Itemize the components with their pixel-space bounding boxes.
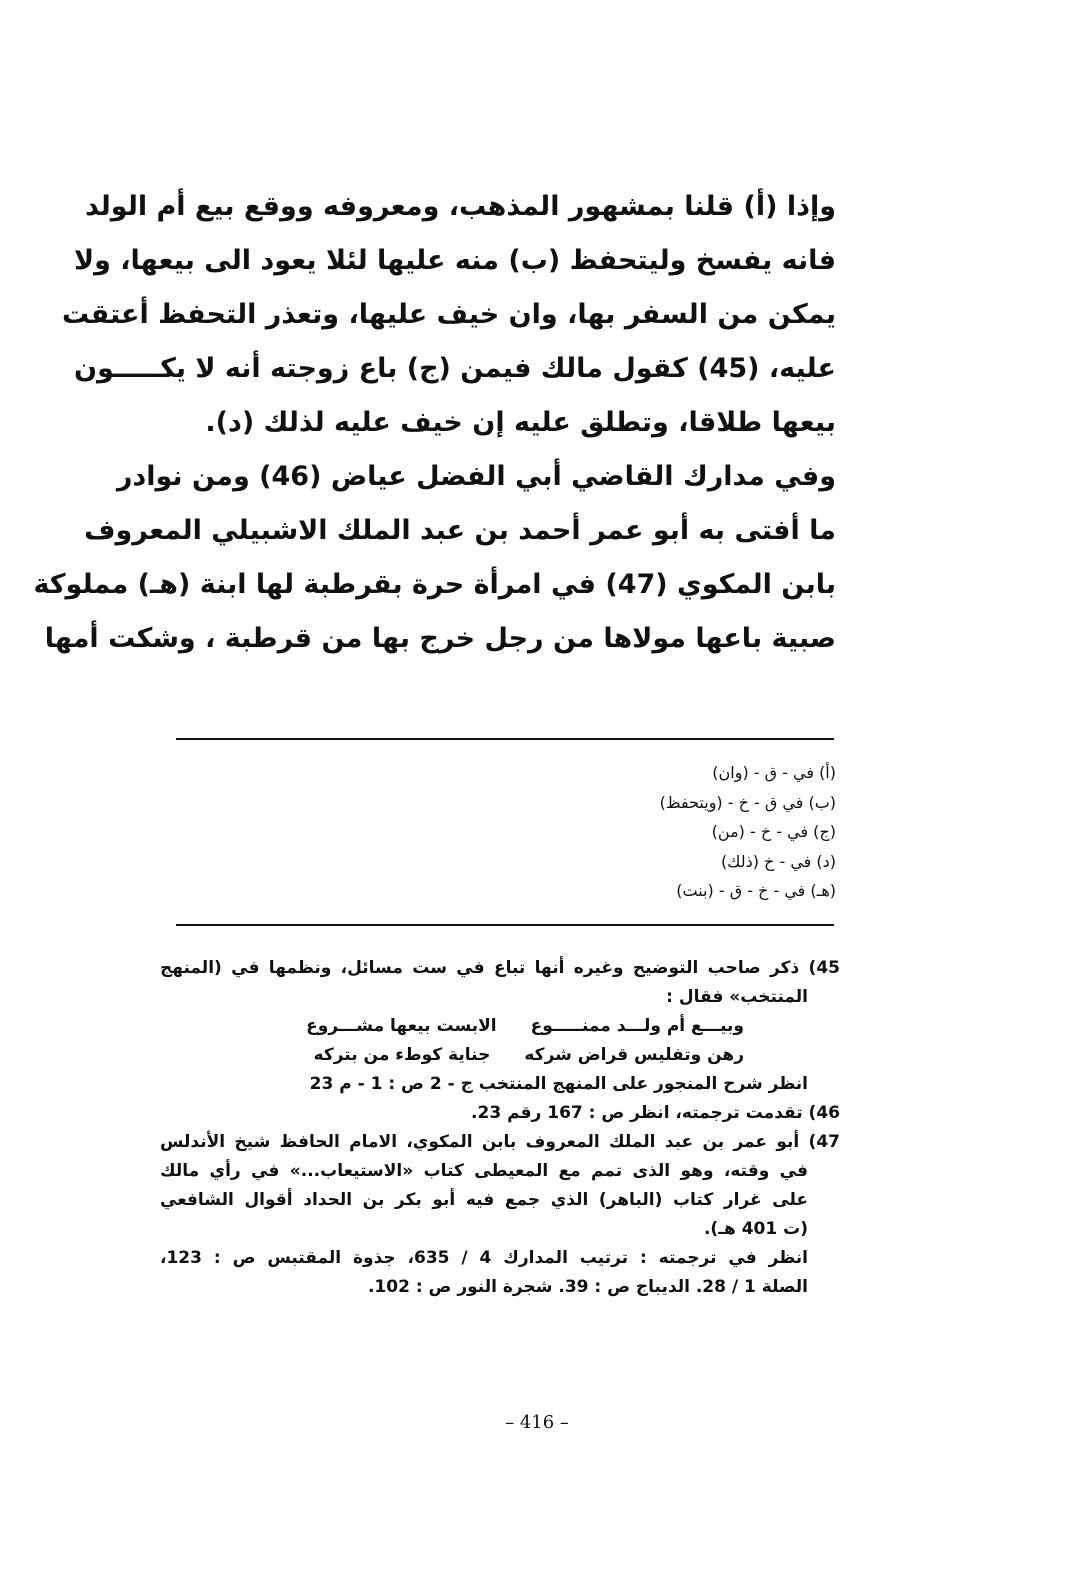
footnote-line: (ت 401 هـ). [703, 1219, 808, 1239]
footnote-47 [160, 1128, 840, 1302]
hemistich: الابست بيعها مشـــروع [306, 1016, 497, 1036]
variant-reading: (هـ) في - خ - ق - (بنت) [676, 881, 836, 900]
main-line: فانه يفسخ وليتحفظ (ب) منه عليها لئلا يعود الى بيعها، ولا [73, 245, 836, 276]
footnote-line: 46) تقدمت ترجمته، انظر ص : 167 رقم 23. [471, 1103, 840, 1123]
footnote-line: المنتخب» فقال : [666, 987, 808, 1007]
footnote-line: في وقته، وهو الذى تمم مع المعيطى كتاب «الاستيعاب...» في رأي مالك [160, 1161, 808, 1181]
footnote-line: الصلة 1 / 28. الديباج ص : 39. شجرة النور ص : 102. [367, 1277, 808, 1297]
main-line: وفي مدارك القاضي أبي الفضل عياض (46) ومن نوادر [116, 461, 836, 492]
verse-line [160, 1012, 840, 1041]
variant-readings [176, 758, 836, 906]
footnote-46 [160, 1099, 840, 1128]
footnote-45 [160, 954, 840, 1099]
main-text [33, 180, 836, 666]
variant-reading: (ب) في ق - خ - (ويتحفظ) [659, 792, 836, 812]
variant-reading: (د) في - خ (ذلك) [720, 851, 836, 871]
main-line: عليه، (45) كقول مالك فيمن (ج) باع زوجته أنه لا يكـــــون [74, 353, 836, 384]
hemistich: جناية كوطء من بتركه [313, 1045, 491, 1065]
main-line: وإذا (أ) قلنا بمشهور المذهب، ومعروفه ووقع بيع أم الولد [85, 191, 836, 222]
main-line: صبية باعها مولاها من رجل خرج بها من قرطبة ، وشكت أمها [44, 623, 836, 654]
footnotes [160, 954, 840, 1302]
main-line: ما أفتى به أبو عمر أحمد بن عبد الملك الاشبيلي المعروف [84, 515, 836, 546]
footnote-line: على غرار كتاب (الباهر) الذي جمع فيه أبو بكر بن الحداد أقوال الشافعي [160, 1190, 808, 1210]
footnote-line: انظر شرح المنجور على المنهج المنتخب ج - 2 ص : 1 - م 23 [309, 1074, 808, 1094]
footnote-line: 45) ذكر صاحب التوضيح وغيره أنها تباع في ست مسائل، ونظمها في (المنهج [160, 958, 840, 978]
page-number: – 416 – [505, 1412, 569, 1433]
footnote-line: انظر في ترجمته : ترتيب المدارك 4 / 635، جذوة المقتبس ص : 123، [160, 1248, 808, 1268]
footnote-divider-top [176, 738, 834, 740]
main-line: يمكن من السفر بها، وان خيف عليها، وتعذر التحفظ أعتقت [62, 299, 836, 330]
main-line: بابن المكوي (47) في امرأة حرة بقرطبة لها ابنة (هـ) مملوكة [33, 569, 836, 600]
variant-reading: (أ) في - ق - (وان) [712, 763, 836, 782]
main-line: بيعها طلاقا، وتطلق عليه إن خيف عليه لذلك (د). [205, 407, 836, 438]
variant-reading: (ج) في - خ - (من) [711, 822, 836, 841]
footnote-divider-bottom [176, 924, 834, 926]
hemistich: وبيـــع أم ولـــد ممنـــــوع [530, 1016, 744, 1036]
hemistich: رهن وتفليس قراض شركه [524, 1045, 744, 1065]
footnote-line: 47) أبو عمر بن عبد الملك المعروف بابن المكوي، الامام الحافظ شيخ الأندلس [160, 1132, 840, 1152]
verse-line [160, 1041, 840, 1070]
